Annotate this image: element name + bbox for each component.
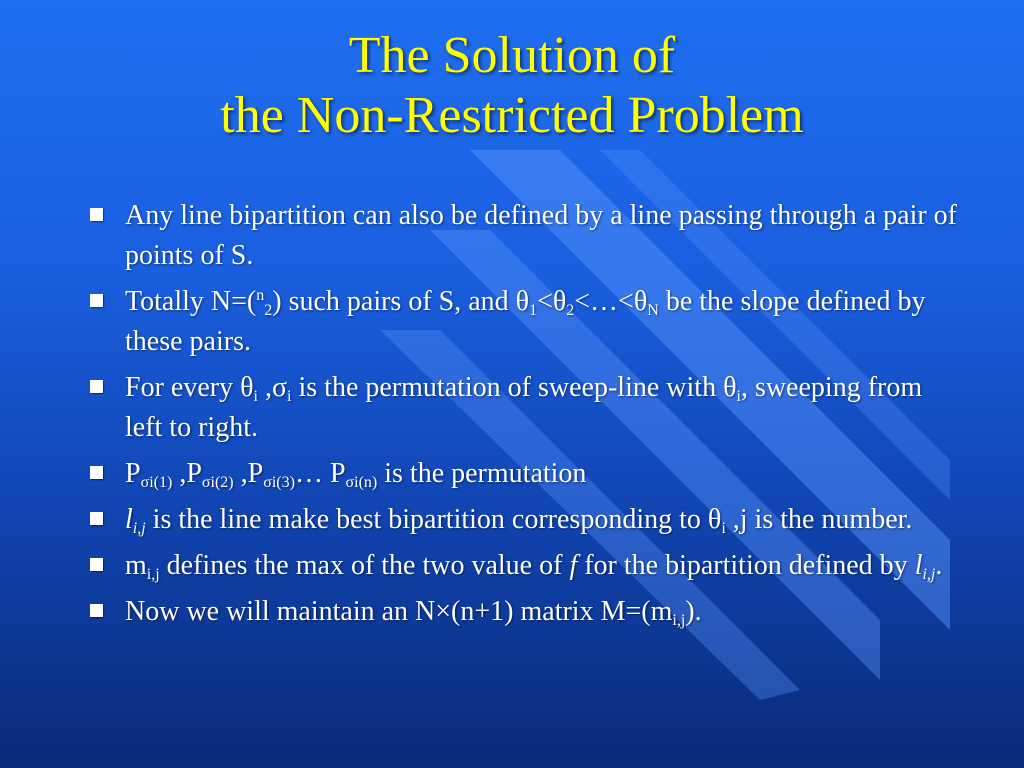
subscript: 2 [264, 302, 273, 319]
square-bullet-icon [90, 294, 103, 307]
subscript: i,j [146, 566, 160, 583]
subscript: σi(2) [201, 474, 234, 491]
title-line-1: The Solution of [348, 27, 676, 84]
subscript: 2 [566, 302, 575, 319]
bullet-text: ,P [172, 458, 202, 489]
bullet-text: Totally N=( [125, 286, 257, 317]
square-bullet-icon [90, 604, 103, 617]
subscript: i,j [672, 612, 686, 629]
bullet-list [88, 196, 958, 638]
bullet-text: ,j is the number. [725, 504, 913, 535]
bullet-text: <…<θ [574, 286, 648, 317]
bullet-text: defines the max of the two value of [159, 550, 570, 581]
bullet-item [88, 368, 958, 448]
subscript: i [287, 388, 292, 405]
square-bullet-icon [90, 512, 103, 525]
slide-title [0, 26, 1024, 146]
subscript: i,j [922, 566, 936, 583]
bullet-text: m [125, 550, 147, 581]
subscript: σi(3) [263, 474, 295, 491]
subscript: i [253, 388, 258, 405]
square-bullet-icon [90, 466, 103, 479]
bullet-text: for the bipartition defined by [577, 550, 915, 581]
bullet-item [88, 546, 958, 586]
bullet-text: , sweeping from left to right. [125, 372, 923, 443]
bullet-text: ). [685, 596, 702, 627]
subscript: σi(1) [140, 474, 173, 491]
superscript: n [256, 287, 265, 304]
bullet-text: Now we will maintain an N×(n+1) matrix M=(m [125, 596, 673, 627]
bullet-text: ,σ [257, 372, 288, 403]
title-line-2: the Non-Restricted Problem [220, 87, 804, 144]
bullet-text: For every θ [125, 372, 254, 403]
bullet-item [88, 196, 958, 276]
subscript: i,j [132, 520, 146, 537]
square-bullet-icon [90, 208, 103, 221]
square-bullet-icon [90, 558, 103, 571]
bullet-item [88, 592, 958, 632]
bullet-text: P [125, 458, 141, 489]
bullet-text: . [935, 550, 943, 581]
italic-variable: l [914, 550, 923, 581]
subscript: σi(n) [345, 474, 378, 491]
bullet-text: <θ [537, 286, 567, 317]
subscript: N [647, 302, 659, 319]
subscript: i [736, 388, 741, 405]
bullet-text: ) such pairs of S, and θ [272, 286, 530, 317]
italic-variable: l [125, 504, 133, 535]
bullet-text: be the slope defined by these pairs. [125, 286, 926, 357]
bullet-item [88, 454, 958, 494]
square-bullet-icon [90, 380, 103, 393]
subscript: 1 [529, 302, 538, 319]
bullet-text: is the line make best bipartition corresponding to θ [145, 504, 722, 535]
bullet-text: ,P [233, 458, 264, 489]
bullet-text: … P [294, 458, 346, 489]
bullet-text: is the permutation [377, 458, 587, 489]
bullet-text: is the permutation of sweep-line with θ [291, 372, 737, 403]
bullet-item [88, 500, 958, 540]
bullet-text: Any line bipartition can also be defined by a line passing through a pair of points of S. [125, 200, 958, 271]
subscript: i [721, 520, 726, 537]
italic-variable: f [569, 550, 578, 581]
bullet-item [88, 282, 958, 362]
